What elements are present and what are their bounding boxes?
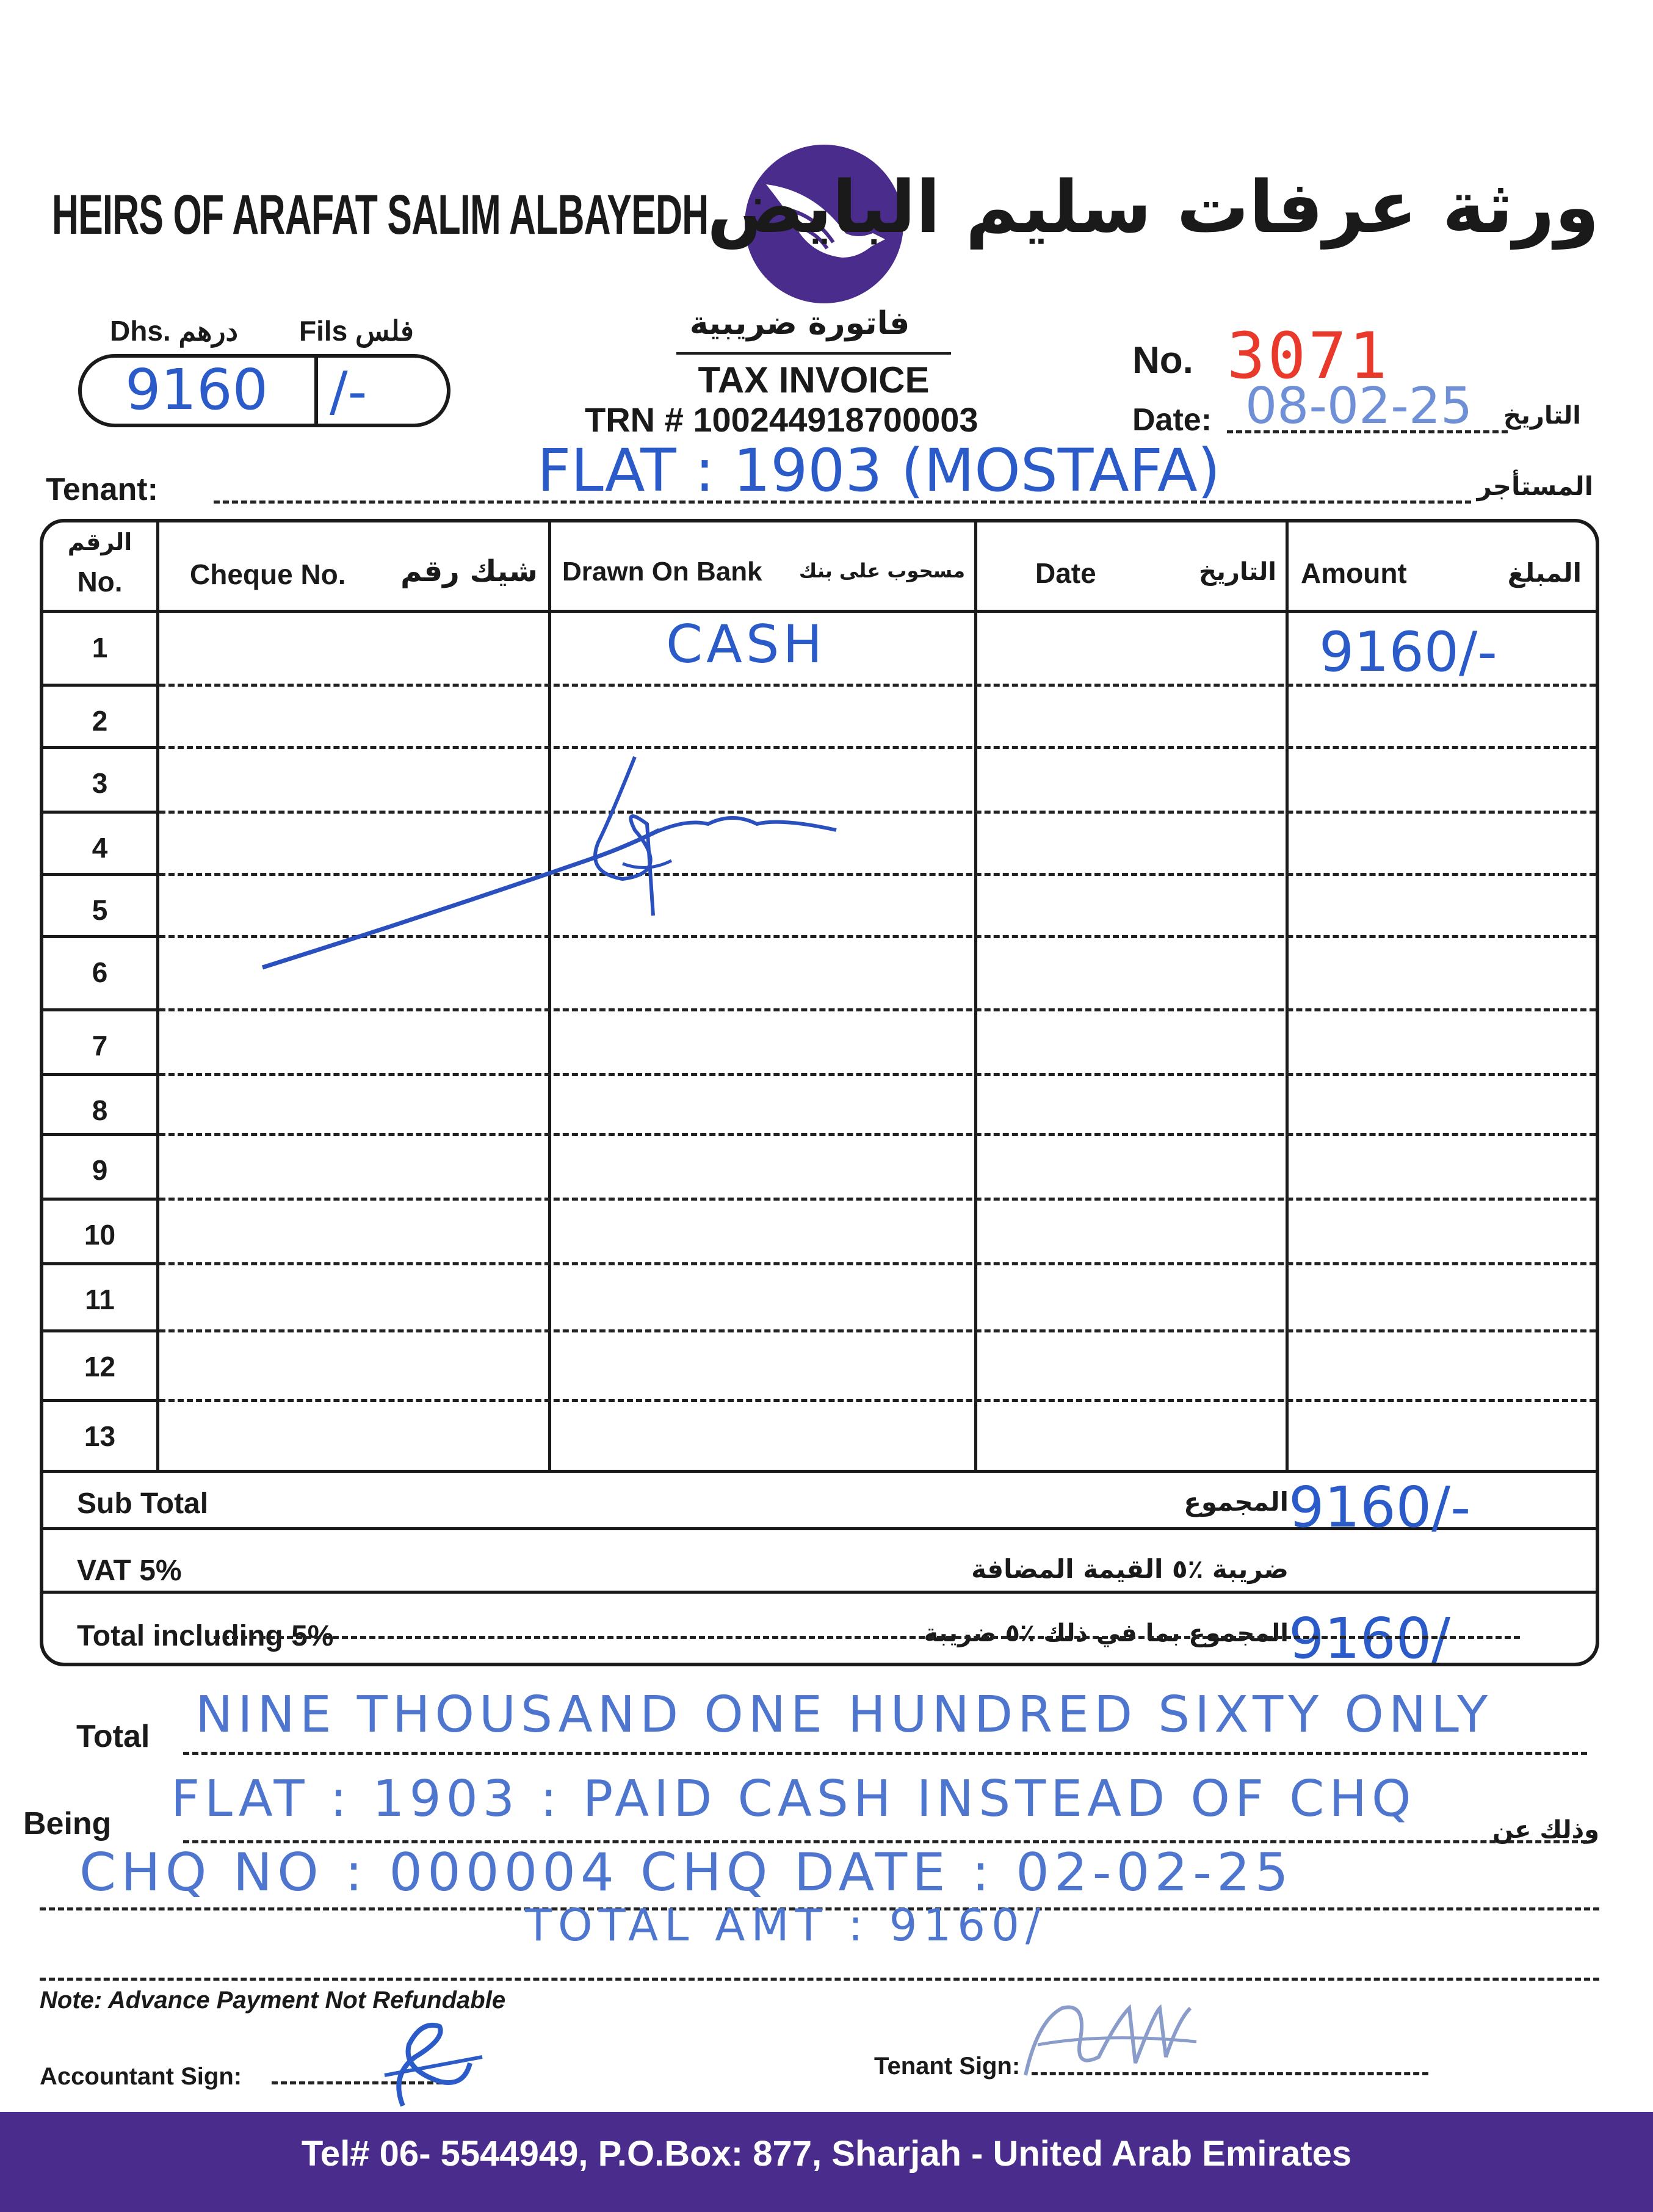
fils-value: /- xyxy=(330,360,367,423)
invoice-title-en: TAX INVOICE xyxy=(698,360,930,400)
header-divider xyxy=(43,610,1596,613)
title-divider xyxy=(676,352,951,355)
row-divider xyxy=(159,1133,1596,1136)
invoice-number: 3071 xyxy=(1227,319,1390,393)
header-amount-ar: المبلغ xyxy=(1507,558,1582,588)
date-value: 08-02-25 xyxy=(1245,377,1473,435)
row-divider xyxy=(159,1399,1596,1402)
total-incl-label: Total including 5% xyxy=(77,1620,334,1652)
col-divider-1 xyxy=(156,522,159,1470)
being-line-3 xyxy=(40,1978,1599,1981)
being-text-1: FLAT : 1903 : PAID CASH INSTEAD OF CHQ xyxy=(171,1770,1416,1828)
footer-contact: Tel# 06- 5544949, P.O.Box: 877, Sharjah - United Arab Emirates xyxy=(301,2134,1352,2174)
col-divider-3 xyxy=(974,522,977,1470)
row-number-divider xyxy=(43,1329,158,1332)
fils-label: Fils فلس xyxy=(299,315,414,347)
accountant-sign-label: Accountant Sign: xyxy=(40,2063,242,2090)
tenant-signature xyxy=(1013,1984,1221,2087)
row-number-divider xyxy=(43,1399,158,1402)
row-number: 4 xyxy=(92,832,108,864)
signature-scribble xyxy=(244,732,855,989)
tenant-label-ar: المستأجر xyxy=(1477,471,1593,501)
advance-note: Note: Advance Payment Not Refundable xyxy=(40,1987,506,2014)
row-number-divider xyxy=(43,684,158,687)
row1-amount-value: 9160/- xyxy=(1319,620,1497,684)
invoice-no-label: No. xyxy=(1132,339,1193,381)
table-bottom-divider xyxy=(43,1470,1596,1473)
row-number: 3 xyxy=(92,767,108,799)
header-cheque-ar: شيك رقم xyxy=(400,554,538,588)
being-text-2: CHQ NO : 000004 CHQ DATE : 02-02-25 xyxy=(79,1842,1293,1903)
row-number-divider xyxy=(43,873,158,876)
tenant-label: Tenant: xyxy=(46,472,158,507)
row-number: 6 xyxy=(92,956,108,988)
header-no-ar: الرقم xyxy=(67,529,132,555)
row-number: 9 xyxy=(92,1154,108,1186)
row1-bank-value: CASH xyxy=(666,614,826,675)
row-number-divider xyxy=(43,746,158,749)
trn-number: TRN # 100244918700003 xyxy=(585,400,978,439)
row-number-divider xyxy=(43,1198,158,1201)
invoice-title-ar: فاتورة ضريبية xyxy=(689,305,910,342)
dhs-label: Dhs. درهم xyxy=(110,315,239,347)
row-number: 1 xyxy=(92,632,108,663)
total-incl-dash xyxy=(214,1636,1520,1639)
total-label: Total xyxy=(76,1719,150,1754)
amount-box-divider xyxy=(314,355,318,426)
payment-table xyxy=(40,519,1599,1666)
header-no: No. xyxy=(77,566,123,598)
vat-label: VAT 5% xyxy=(77,1555,182,1587)
date-label-ar: التاريخ xyxy=(1503,402,1581,430)
total-line xyxy=(183,1752,1587,1755)
row-number: 8 xyxy=(92,1094,108,1126)
tenant-value: FLAT : 1903 (MOSTAFA) xyxy=(537,436,1221,505)
total-incl-value: 9160/ xyxy=(1289,1606,1451,1666)
row-divider xyxy=(159,1329,1596,1332)
row-number-divider xyxy=(43,935,158,938)
header-bank: Drawn On Bank xyxy=(562,557,762,587)
total-incl-label-ar: المجموع بما في ذلك ٪٥ ضريبة xyxy=(924,1619,1289,1647)
row-number-divider xyxy=(43,1262,158,1265)
header-date-ar: التاريخ xyxy=(1199,558,1276,586)
row-number-divider xyxy=(43,1008,158,1011)
row-number-divider xyxy=(43,1073,158,1076)
row-divider xyxy=(159,1198,1596,1201)
row-number-divider xyxy=(43,811,158,814)
accountant-signature xyxy=(366,2002,501,2118)
total-in-words: NINE THOUSAND ONE HUNDRED SIXTY ONLY xyxy=(195,1686,1493,1744)
being-label-ar: وذلك عن xyxy=(1492,1816,1599,1844)
col-divider-2 xyxy=(548,522,551,1470)
subtotal-label: Sub Total xyxy=(77,1487,209,1520)
vat-label-ar: ضريبة ٪٥ القيمة المضافة xyxy=(971,1554,1289,1584)
header-amount: Amount xyxy=(1301,557,1407,589)
date-label: Date: xyxy=(1132,402,1212,438)
row-number: 2 xyxy=(92,705,108,737)
row-number: 12 xyxy=(84,1351,116,1382)
col-divider-4 xyxy=(1286,522,1289,1470)
being-label: Being xyxy=(23,1806,112,1842)
header-bank-ar: مسحوب على بنك xyxy=(798,559,965,582)
tenant-sign-label: Tenant Sign: xyxy=(874,2053,1021,2080)
subtotal-label-ar: المجموع xyxy=(1184,1487,1289,1517)
company-name-ar: ورثة عرفات سليم البايض xyxy=(707,165,1599,249)
subtotal-value: 9160/- xyxy=(1289,1475,1471,1540)
vat-divider xyxy=(43,1591,1596,1594)
row-number: 5 xyxy=(92,894,108,926)
row-number: 13 xyxy=(84,1420,116,1452)
header-date: Date xyxy=(1035,557,1096,589)
dhs-value: 9160 xyxy=(125,357,269,422)
row-divider xyxy=(159,1008,1596,1011)
row-number: 11 xyxy=(85,1284,115,1315)
row-divider xyxy=(159,1262,1596,1265)
row-number: 7 xyxy=(92,1030,108,1061)
header-cheque: Cheque No. xyxy=(190,558,346,590)
row-number: 10 xyxy=(84,1219,116,1251)
company-name-en: HEIRS OF ARAFAT SALIM ALBAYEDH xyxy=(52,184,709,246)
row-divider xyxy=(159,1073,1596,1076)
being-text-3: TOTAL AMT : 9160/ xyxy=(525,1899,1047,1951)
row-number-divider xyxy=(43,1133,158,1136)
